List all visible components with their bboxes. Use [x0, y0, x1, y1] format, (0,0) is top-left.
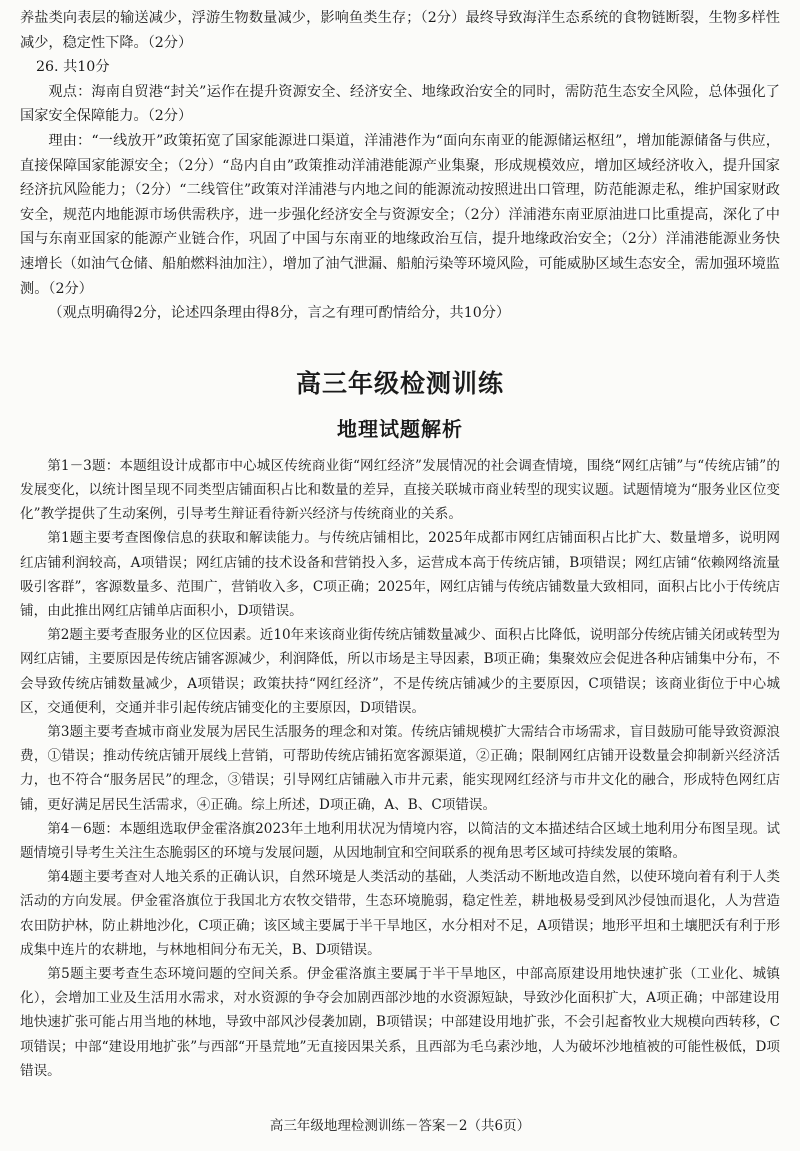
question-26-viewpoint: 观点：海南自贸港“封关”运作在提升资源安全、经济安全、地缘政治安全的同时，需防范生态安全风险，总体强化了国家安全保障能力。（2分）	[20, 83, 780, 125]
analysis-paragraph-4-6-intro: 第4－6题：本题组选取伊金霍洛旗2023年土地利用状况为情境内容，以简洁的文本描述结合区域土地利用分布图呈现。试题情境引导考生关注生态脆弱区的环境与发展问题，从因地制宜和空间联系的视角思考区域可持续发展的策略。	[20, 820, 780, 861]
analysis-paragraph-q1: 第1题主要考查图像信息的获取和解读能力。与传统店铺相比，2025年成都市网红店铺面积占比扩大、数量增多，说明网红店铺利润较高，A项错误；网红店铺的技术设备和营销投入多，运营成本高于传统店铺，B项错误；网红店铺“依赖网络流量吸引客群”，客源数量多、范围广，营销收入多，C项正确；2025年，网红店铺与传统店铺数量大致相同，面积占比小于传统店铺，由此推出网红店铺单店面积小，D项错误。	[20, 530, 780, 619]
question-26-scoring-note: （观点明确得2分，论述四条理由得8分，言之有理可酌情给分，共10分）	[48, 305, 511, 322]
analysis-section	[20, 454, 780, 1083]
question-26-reasons: 理由：“一线放开”政策拓宽了国家能源进口渠道，洋浦港作为“面向东南亚的能源储运枢纽”，增加能源储备与供应，直接保障国家能源安全；（2分）“岛内自由”政策推动洋浦港能源产业集聚，形成规模效应，增加区域经济收入，提升国家经济抗风险能力；（2分）“二线管住”政策对洋浦港与内地之间的能源流动按照进出口管理，防范能源走私，维护国家财政安全，规范内地能源市场供需秩序，进一步强化经济安全与资源安全；（2分）洋浦港东南亚原油进口比重提高，深化了中国与东南亚国家的能源产业链合作，巩固了中国与东南亚的地缘政治互信，提升地缘政治安全；（2分）洋浦港能源业务快速增长（如油气仓储、船舶燃料油加注），增加了油气泄漏、船舶污染等环境风险，可能威胁区域生态安全，需加强环境监测。（2分）	[20, 132, 780, 297]
analysis-paragraph-q5: 第5题主要考查生态环境问题的空间关系。伊金霍洛旗主要属于半干旱地区，中部高原建设用地快速扩张（工业化、城镇化），会增加工业及生活用水需求，对水资源的争夺会加剧西部沙地的水资源短缺，导致沙化面积扩大，A项正确；中部建设用地快速扩张可能占用当地的林地，导致中部风沙侵袭加剧，B项错误；中部建设用地扩张，不会引起畜牧业大规模向西转移，C项错误；中部“建设用地扩张”与西部“开垦荒地”无直接因果关系，且西部为毛乌素沙地，人为破坏沙地植被的可能性极低，D项错误。	[20, 965, 780, 1079]
page-title: 高三年级检测训练	[295, 368, 504, 398]
analysis-paragraph-q4: 第4题主要考查对人地关系的正确认识，自然环境是人类活动的基础，人类活动不断地改造自然，以使环境向着有利于人类活动的方向发展。伊金霍洛旗位于我国北方农牧交错带，生态环境脆弱，稳定性差，耕地极易受到风沙侵蚀而退化，人为营造农田防护林，防止耕地沙化，C项正确；该区域主要属于半干旱地区，水分相对不足，A项错误；地形平坦和土壤肥沃有利于形成集中连片的农耕地，与林地相间分布无关，B、D项错误。	[20, 869, 780, 958]
analysis-paragraph-q2: 第2题主要考查服务业的区位因素。近10年来该商业街传统店铺数量减少、面积占比降低，说明部分传统店铺关闭或转型为网红店铺，主要原因是传统店铺客源减少，利润降低，所以市场是主导因素，B项正确；集聚效应会促进各种店铺集中分布，不会导致传统店铺数量减少，A项错误；政策扶持“网红经济”，不是传统店铺减少的主要原因，C项错误；该商业街位于中心城区，交通便利，交通并非引起传统店铺变化的主要原因，D项错误。	[20, 627, 781, 716]
prev-answer-tail: 养盐类向表层的输送减少，浮游生物数量减少，影响鱼类生存；（2分）最终导致海洋生态系统的食物链断裂，生物多样性减少，稳定性下降。（2分）	[20, 10, 780, 51]
analysis-paragraph-q3: 第3题主要考查城市商业发展为居民生活服务的理念和对策。传统店铺规模扩大需结合市场需求，盲目鼓励可能导致资源浪费，①错误；推动传统店铺开展线上营销，可帮助传统店铺拓宽客源渠道，②正确；限制网红店铺开设数量会抑制新兴经济活力，也不符合“服务居民”的理念，③错误；引导网红店铺融入市井元素，能实现网红经济与市井文化的融合，形成特色网红店铺，更好满足居民生活需求，④正确。综上所述，D项正确，A、B、C项错误。	[20, 723, 780, 813]
page-footer: 高三年级地理检测训练－答案－2（共6页）	[269, 1118, 531, 1134]
question-26-heading: 26. 共10分	[36, 59, 110, 76]
analysis-paragraph-1-3-intro: 第1－3题：本题组设计成都市中心城区传统商业街“网红经济”发展情况的社会调查情境，围绕“网红店铺”与“传统店铺”的发展变化，以统计图呈现不同类型店铺面积占比和数量的差异，直接关联城市商业转型的现实议题。试题情境为“服务业区位变化”教学提供了生动案例，引导考生辩证看待新兴经济与传统商业的关系。	[20, 457, 780, 523]
page-subtitle: 地理试题解析	[337, 416, 463, 441]
